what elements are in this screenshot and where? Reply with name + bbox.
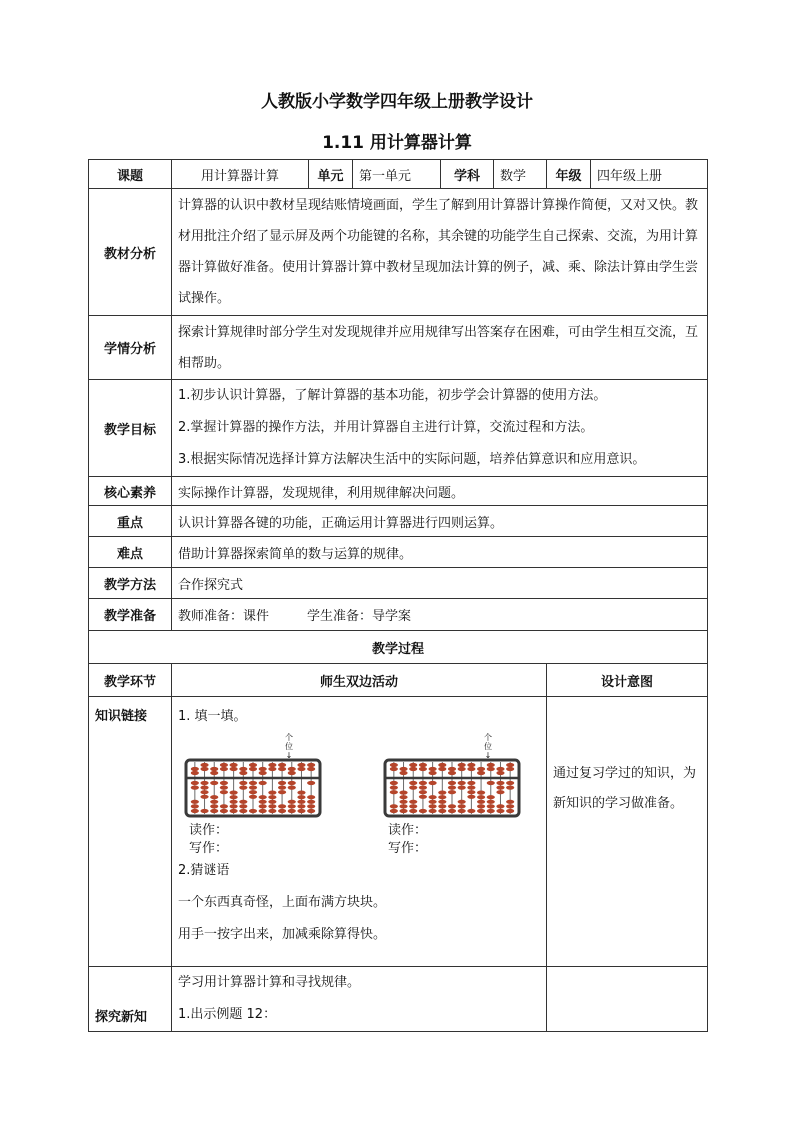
abacus-image-2 [382, 757, 522, 819]
abacus-bead [200, 781, 208, 785]
abacus-bead [200, 786, 208, 790]
abacus-bead [191, 771, 199, 775]
row-text: 借助计算器探索简单的数与运算的规律。 [172, 537, 708, 568]
objectives-list [172, 380, 708, 477]
abacus-exercise [178, 733, 540, 856]
riddle-line: 一个东西真奇怪，上面布满方块块。 [178, 895, 387, 910]
abacus-bead [409, 781, 417, 785]
row-label: 教学目标 [89, 380, 172, 477]
place-marker: 个 位 ↓ [285, 733, 293, 760]
abacus-bead [239, 804, 247, 808]
abacus-bead [239, 800, 247, 804]
abacus-bead [278, 790, 286, 794]
abacus-bead [399, 804, 407, 808]
riddle-line: 用手一按字出来，加减乘除算得快。 [178, 927, 387, 942]
process-title: 教学过程 [89, 631, 708, 664]
abacus-bead [307, 781, 315, 785]
intent-header: 设计意图 [547, 664, 708, 697]
abacus-bead [448, 804, 456, 808]
abacus-bead [487, 763, 495, 767]
abacus-bead [220, 809, 228, 813]
abacus-bead [429, 800, 437, 804]
abacus-bead [307, 795, 315, 799]
row-text: 认识计算器各键的功能，正确运用计算器进行四则运算。 [172, 506, 708, 537]
riddle-title: 2.猜谜语 [178, 863, 230, 878]
abacus-bead [288, 800, 296, 804]
abacus-bead [448, 786, 456, 790]
abacus-bead [239, 809, 247, 813]
row-label: 学情分析 [89, 316, 172, 380]
abacus-bead [458, 800, 466, 804]
objectives-row [89, 380, 708, 477]
abacus-bead [191, 786, 199, 790]
abacus-bead [467, 763, 475, 767]
abacus-bead [278, 804, 286, 808]
abacus-image-1 [183, 757, 323, 819]
abacus-bead [297, 804, 305, 808]
abacus-bead [409, 804, 417, 808]
method-row [89, 568, 708, 599]
objective-item: 1.初步认识计算器，了解计算器的基本功能，初步学会计算器的使用方法。 [178, 388, 607, 403]
abacus-bead [496, 767, 504, 771]
write-label: 写作： [189, 841, 229, 856]
abacus-bead [259, 795, 267, 799]
abacus-bead [191, 800, 199, 804]
abacus-bead [419, 809, 427, 813]
preparation-row [89, 599, 708, 631]
row-text: 实际操作计算器，发现规律，利用规律解决问题。 [172, 477, 708, 506]
abacus-bead [390, 781, 398, 785]
abacus-bead [429, 767, 437, 771]
info-row [89, 160, 708, 189]
abacus-bead [390, 790, 398, 794]
knowledge-link-intent [547, 697, 708, 967]
abacus-bead [249, 781, 257, 785]
abacus-bead [191, 809, 199, 813]
abacus-bead [409, 809, 417, 813]
abacus-bead [307, 809, 315, 813]
preparation-text [172, 599, 708, 631]
subject-value: 数学 [494, 160, 547, 189]
abacus-bead [399, 809, 407, 813]
abacus-bead [409, 763, 417, 767]
abacus-bead [487, 809, 495, 813]
abacus-bead [448, 790, 456, 794]
abacus-bead [297, 809, 305, 813]
abacus-bead [259, 767, 267, 771]
abacus-bead [297, 767, 305, 771]
intent-text: 通过复习学过的知识，为新知识的学习做准备。 [553, 766, 697, 811]
process-title-row [89, 631, 708, 664]
grade-label: 年级 [547, 160, 591, 189]
abacus-bead [429, 771, 437, 775]
abacus-bead [438, 795, 446, 799]
abacus-bead [487, 804, 495, 808]
abacus-bead [288, 781, 296, 785]
abacus-bead [390, 809, 398, 813]
abacus-bead [200, 809, 208, 813]
abacus-bead [458, 781, 466, 785]
row-label: 难点 [89, 537, 172, 568]
abacus-bead [419, 763, 427, 767]
abacus-bead [210, 781, 218, 785]
abacus-bead [210, 800, 218, 804]
abacus-bead [239, 786, 247, 790]
abacus-bead [496, 771, 504, 775]
row-label: 重点 [89, 506, 172, 537]
abacus-bead [506, 767, 514, 771]
abacus-bead [239, 767, 247, 771]
abacus-bead [191, 781, 199, 785]
abacus-bead [249, 795, 257, 799]
abacus-bead [438, 809, 446, 813]
row-label: 教学方法 [89, 568, 172, 599]
abacus-bead [249, 767, 257, 771]
abacus-bead [467, 809, 475, 813]
abacus-bead [230, 800, 238, 804]
abacus-bead [438, 804, 446, 808]
abacus-bead [448, 781, 456, 785]
abacus-bead [259, 809, 267, 813]
abacus-bead [477, 795, 485, 799]
explore-intent [547, 967, 708, 1032]
abacus-bead [458, 804, 466, 808]
abacus-bead [506, 809, 514, 813]
abacus-bead [467, 767, 475, 771]
abacus-bead [307, 767, 315, 771]
abacus-bead [487, 795, 495, 799]
lesson-plan-table [88, 159, 708, 1032]
abacus-bead [477, 767, 485, 771]
abacus-bead [230, 809, 238, 813]
abacus-bead [220, 767, 228, 771]
abacus-bead [268, 763, 276, 767]
key-point-row [89, 506, 708, 537]
abacus-bead [249, 763, 257, 767]
abacus-bead [210, 795, 218, 799]
abacus-bead [268, 800, 276, 804]
abacus-bead [458, 767, 466, 771]
explore-line: 学习用计算器计算和寻找规律。 [178, 975, 361, 990]
abacus-bead [297, 800, 305, 804]
abacus-bead [259, 800, 267, 804]
abacus-bead [467, 781, 475, 785]
abacus-bead [288, 809, 296, 813]
abacus-bead [278, 781, 286, 785]
place-marker: 个 位 ↓ [484, 733, 492, 760]
abacus-bead [419, 767, 427, 771]
student-analysis-text: 探索计算规律时部分学生对发现规律并应用规律写出答案存在困难，可由学生相互交流，互相帮助。 [172, 316, 708, 380]
abacus-bead [230, 791, 238, 795]
abacus-bead [220, 804, 228, 808]
student-analysis-row [89, 316, 708, 380]
abacus-bead [458, 809, 466, 813]
write-label: 写作： [388, 841, 428, 856]
abacus-bead [210, 804, 218, 808]
abacus-bead [278, 767, 286, 771]
abacus-bead [429, 809, 437, 813]
abacus-bead [448, 767, 456, 771]
abacus-bead [409, 800, 417, 804]
abacus-bead [200, 767, 208, 771]
abacus-bead [438, 800, 446, 804]
abacus-bead [210, 767, 218, 771]
grade-value: 四年级上册 [591, 160, 708, 189]
objective-item: 3.根据实际情况选择计算方法解决生活中的实际问题，培养估算意识和应用意识。 [178, 452, 646, 467]
objective-item: 2.掌握计算器的操作方法，并用计算器自主进行计算，交流过程和方法。 [178, 420, 594, 435]
teacher-preparation: 教师准备：课件 [178, 609, 270, 624]
abacus-bead [477, 771, 485, 775]
abacus-bead [506, 786, 514, 790]
abacus-bead [200, 795, 208, 799]
core-literacy-row [89, 477, 708, 506]
abacus-bead [409, 786, 417, 790]
abacus-bead [268, 795, 276, 799]
abacus-bead [210, 809, 218, 813]
abacus-bead [249, 786, 257, 790]
abacus-bead [458, 763, 466, 767]
read-label: 读作： [189, 823, 229, 838]
stage-label: 知识链接 [89, 697, 172, 967]
document-title: 人教版小学数学四年级上册教学设计 [261, 92, 533, 112]
knowledge-link-row [89, 697, 708, 967]
abacus-bead [496, 804, 504, 808]
abacus-bead [278, 786, 286, 790]
abacus-bead [297, 795, 305, 799]
abacus-bead [288, 767, 296, 771]
abacus-bead [288, 804, 296, 808]
unit-value: 第一单元 [353, 160, 441, 189]
unit-label: 单元 [309, 160, 353, 189]
topic-value: 用计算器计算 [172, 160, 309, 189]
abacus-bead [438, 791, 446, 795]
abacus-bead [390, 767, 398, 771]
student-preparation: 学生准备：导学案 [307, 609, 412, 624]
abacus-bead [458, 786, 466, 790]
abacus-bead [409, 767, 417, 771]
abacus-bead [399, 795, 407, 799]
abacus-bead [477, 800, 485, 804]
abacus-bead [278, 809, 286, 813]
abacus-bead [399, 800, 407, 804]
subject-label: 学科 [441, 160, 494, 189]
abacus-bead [477, 791, 485, 795]
row-text: 合作探究式 [172, 568, 708, 599]
abacus-bead [191, 804, 199, 808]
abacus-bead [259, 804, 267, 808]
knowledge-link-activity [172, 697, 547, 967]
abacus-bead [496, 809, 504, 813]
abacus-bead [419, 795, 427, 799]
abacus-bead [220, 781, 228, 785]
stage-label: 探究新知 [89, 967, 172, 1032]
abacus-bead [419, 781, 427, 785]
abacus-bead [297, 763, 305, 767]
abacus-bead [307, 763, 315, 767]
abacus-bead [230, 795, 238, 799]
activity-header: 师生双边活动 [172, 664, 547, 697]
abacus-bead [390, 804, 398, 808]
abacus-bead [399, 791, 407, 795]
abacus-bead [496, 781, 504, 785]
abacus-bead [220, 763, 228, 767]
abacus-bead [230, 767, 238, 771]
explore-activity [172, 967, 547, 1032]
abacus-bead [399, 767, 407, 771]
abacus-bead [419, 790, 427, 794]
abacus-bead [390, 763, 398, 767]
abacus-bead [249, 809, 257, 813]
abacus-bead [268, 804, 276, 808]
abacus-bead [200, 763, 208, 767]
abacus-bead [448, 809, 456, 813]
document-subtitle: 1.11 用计算器计算 [322, 133, 472, 153]
row-label: 教材分析 [89, 189, 172, 316]
abacus-bead [259, 771, 267, 775]
abacus-bead [429, 795, 437, 799]
abacus-bead [259, 781, 267, 785]
read-label: 读作： [388, 823, 428, 838]
abacus-bead [268, 767, 276, 771]
abacus-bead [230, 763, 238, 767]
abacus-bead [477, 804, 485, 808]
explore-row [89, 967, 708, 1032]
abacus-bead [477, 809, 485, 813]
abacus-bead [429, 804, 437, 808]
abacus-bead [249, 790, 257, 794]
abacus-bead [399, 771, 407, 775]
abacus-bead [467, 786, 475, 790]
abacus-bead [390, 786, 398, 790]
abacus-bead [191, 767, 199, 771]
abacus-bead [288, 786, 296, 790]
abacus-bead [220, 790, 228, 794]
abacus-bead [268, 809, 276, 813]
abacus-bead [268, 791, 276, 795]
abacus-bead [487, 767, 495, 771]
abacus-bead [467, 790, 475, 794]
abacus-bead [467, 795, 475, 799]
abacus-bead [239, 781, 247, 785]
abacus-bead [506, 781, 514, 785]
abacus-bead [496, 786, 504, 790]
abacus-bead [200, 790, 208, 794]
abacus-bead [419, 786, 427, 790]
abacus-bead [278, 763, 286, 767]
fill-title: 1. 填一填。 [178, 709, 247, 724]
abacus-bead [429, 781, 437, 785]
abacus-bead [506, 763, 514, 767]
abacus-bead [506, 804, 514, 808]
abacus-bead [487, 781, 495, 785]
abacus-bead [438, 763, 446, 767]
explore-line: 1.出示例题 12： [178, 1007, 277, 1022]
abacus-bead [448, 771, 456, 775]
abacus-bead [496, 790, 504, 794]
material-analysis-row [89, 189, 708, 316]
abacus-bead [220, 786, 228, 790]
abacus-bead [288, 771, 296, 775]
abacus-bead [230, 804, 238, 808]
stage-header: 教学环节 [89, 664, 172, 697]
abacus-bead [210, 771, 218, 775]
abacus-bead [438, 767, 446, 771]
topic-label: 课题 [89, 160, 172, 189]
material-analysis-text: 计算器的认识中教材呈现结账情境画面，学生了解到用计算器计算操作简便，又对又快。教材用批注介绍了显示屏及两个功能键的名称，其余键的功能学生自己探索、交流，为用计算器计算做好准备。使用计算器计算中教材呈现加法计算的例子，减、乘、除法计算由学生尝试操作。 [172, 189, 708, 316]
abacus-bead [307, 804, 315, 808]
abacus-bead [506, 800, 514, 804]
abacus-bead [239, 771, 247, 775]
difficulty-row [89, 537, 708, 568]
row-label: 教学准备 [89, 599, 172, 631]
row-label: 核心素养 [89, 477, 172, 506]
abacus-bead [487, 800, 495, 804]
process-header-row [89, 664, 708, 697]
abacus-bead [307, 800, 315, 804]
abacus-bead [297, 791, 305, 795]
